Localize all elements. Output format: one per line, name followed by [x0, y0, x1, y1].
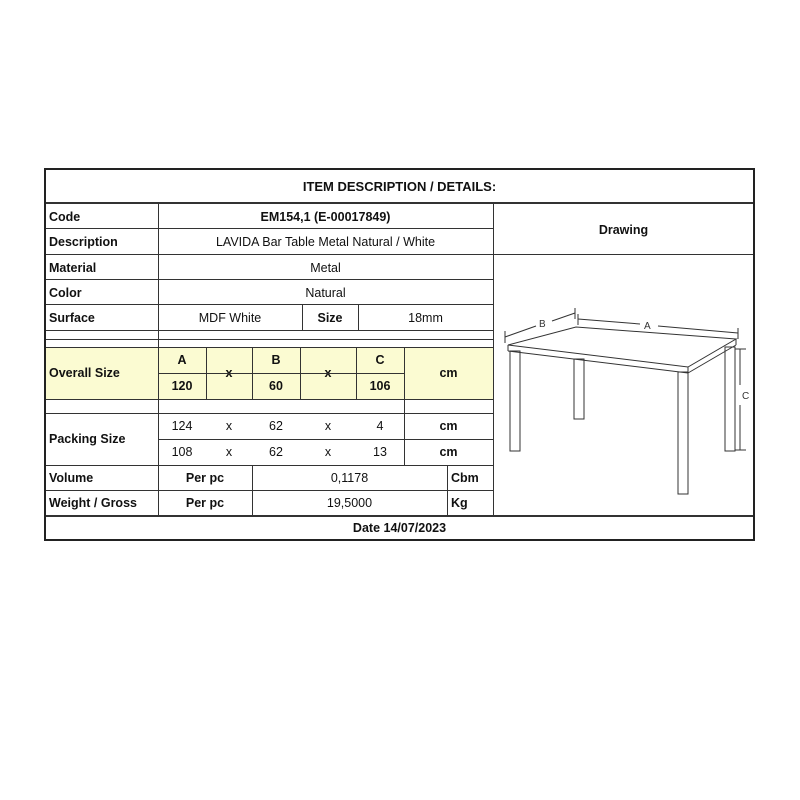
rule [46, 254, 753, 255]
volume-label: Volume [49, 470, 94, 485]
surface-size-label: Size [317, 311, 343, 325]
packing-row1-a: 124 [171, 419, 193, 433]
rule [447, 465, 448, 516]
table-legs [510, 347, 735, 494]
overall-size-b-label: B [271, 353, 281, 367]
rule [46, 279, 493, 280]
rule [252, 347, 253, 399]
rule [46, 330, 493, 331]
rule [158, 439, 493, 440]
overall-size-b-value: 60 [269, 379, 283, 393]
rule [46, 228, 493, 229]
overall-size-unit: cm [439, 366, 458, 380]
rule [158, 373, 404, 374]
rule [46, 465, 493, 466]
rule [252, 465, 253, 516]
description-label: Description [49, 235, 118, 249]
packing-row2-c: 13 [373, 445, 387, 459]
packing-row1-unit: cm [439, 419, 458, 433]
rule [302, 304, 303, 331]
packing-row2-b: 62 [269, 445, 283, 459]
code-label: Code [49, 209, 81, 224]
rule [46, 515, 753, 517]
rule [46, 413, 493, 414]
rule [46, 490, 493, 491]
dimension-c-label: C [742, 391, 750, 402]
overall-size-c-label: C [375, 353, 385, 367]
packing-row1-times-1: x [225, 419, 233, 433]
drawing-heading: Drawing [598, 222, 649, 237]
surface-label: Surface [49, 311, 95, 325]
rule [356, 347, 357, 399]
rule [158, 203, 159, 516]
overall-size-a-value: 120 [171, 379, 193, 393]
packing-row2-unit: cm [439, 445, 458, 459]
rule [358, 304, 359, 331]
footer-date: Date 14/07/2023 [352, 521, 447, 535]
volume-value: 0,1178 [330, 470, 369, 485]
weight-per: Per pc [185, 496, 225, 510]
dimension-a-line [578, 314, 738, 339]
table-top [508, 327, 736, 373]
rule [300, 347, 301, 399]
rule [46, 304, 493, 305]
rule [206, 347, 207, 399]
overall-size-times-2: x [324, 366, 332, 380]
overall-size-label: Overall Size [49, 366, 120, 380]
color-label: Color [49, 285, 82, 300]
rule [404, 347, 405, 465]
color-value: Natural [305, 285, 346, 300]
code-value: EM154,1 (E-00017849) [260, 209, 391, 224]
material-value: Metal [310, 260, 341, 275]
rule [46, 202, 753, 204]
volume-unit: Cbm [451, 470, 479, 485]
rule [493, 203, 494, 516]
rule [46, 399, 493, 400]
packing-row2-a: 108 [171, 445, 193, 459]
rule [46, 339, 493, 340]
weight-unit: Kg [451, 496, 468, 510]
weight-value: 19,5000 [326, 496, 373, 510]
overall-size-times-1: x [225, 366, 233, 380]
packing-row2-times-1: x [225, 445, 233, 459]
dimension-a-label: A [644, 321, 651, 332]
material-label: Material [49, 260, 97, 275]
sheet-title: ITEM DESCRIPTION / DETAILS: [302, 179, 497, 194]
overall-size-c-value: 106 [369, 379, 391, 393]
packing-row1-b: 62 [269, 419, 283, 433]
surface-size-value: 18mm [408, 311, 443, 325]
packing-row1-c: 4 [376, 419, 384, 433]
surface-value: MDF White [198, 311, 262, 325]
overall-size-a-label: A [177, 353, 187, 367]
packing-row2-times-2: x [324, 445, 332, 459]
packing-row1-times-2: x [324, 419, 332, 433]
table-drawing [500, 305, 755, 500]
weight-label: Weight / Gross [49, 496, 137, 510]
description-value: LAVIDA Bar Table Metal Natural / White [215, 235, 436, 249]
rule [46, 347, 493, 348]
packing-size-label: Packing Size [49, 432, 126, 446]
dimension-b-label: B [539, 319, 546, 330]
volume-per: Per pc [185, 470, 225, 485]
